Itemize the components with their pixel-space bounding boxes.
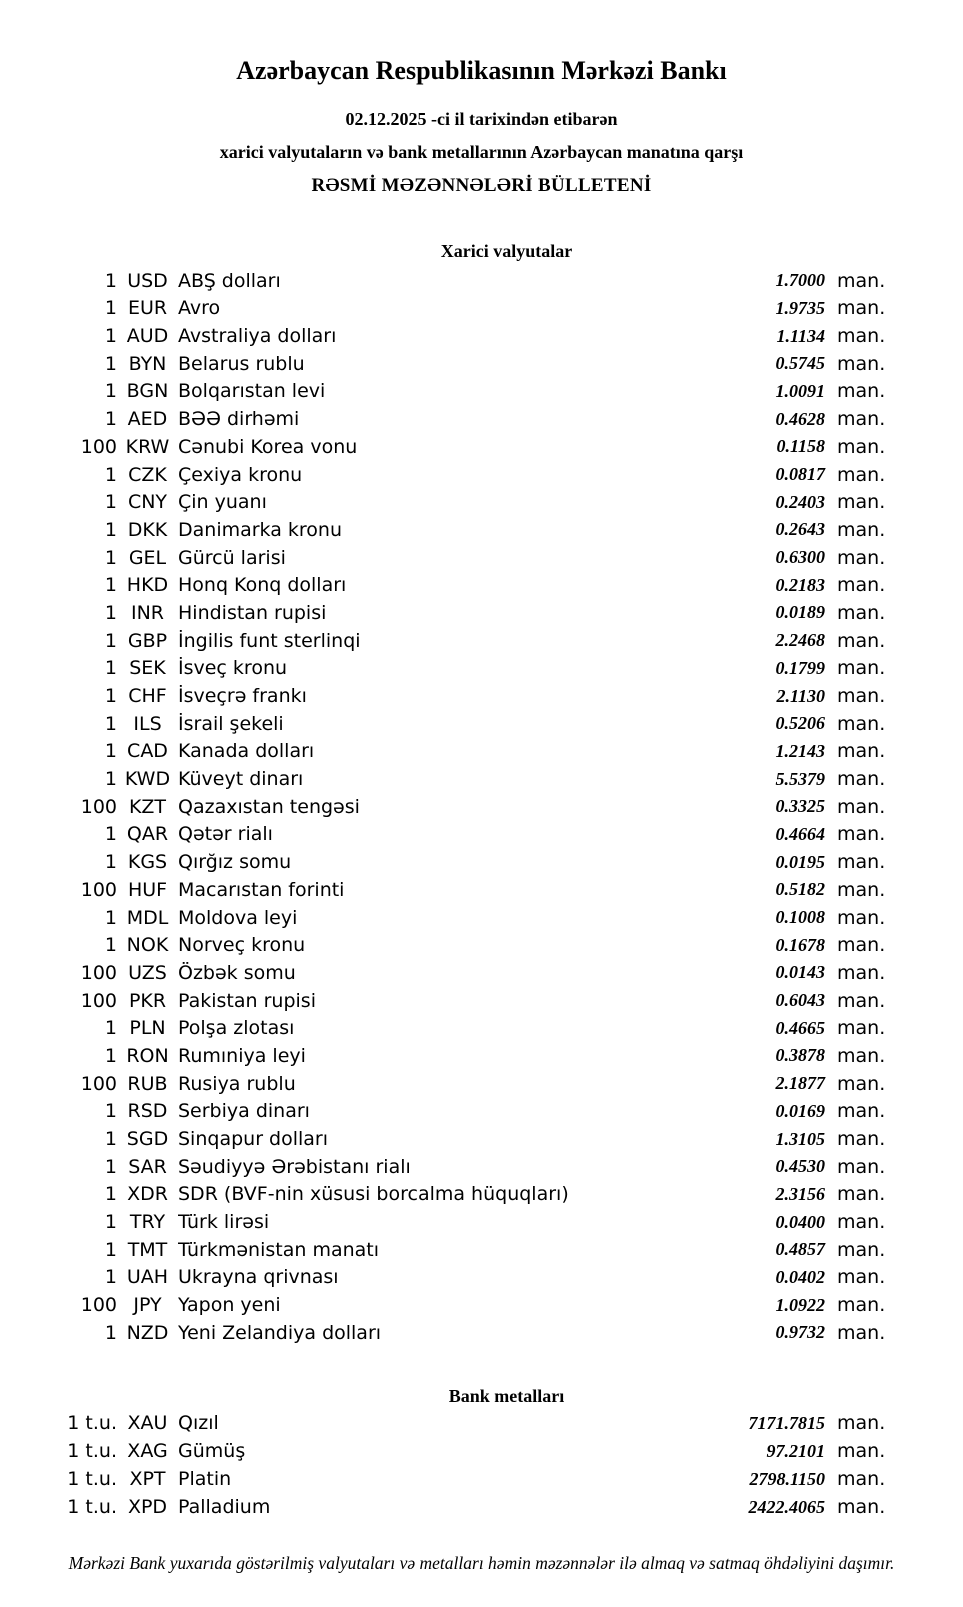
rate-row: [0, 904, 963, 932]
manat-unit-label: man.: [837, 408, 886, 431]
quantity-value: 1: [104, 1017, 117, 1040]
manat-unit-label: man.: [837, 1238, 886, 1261]
currency-name: Ukrayna qrivnası: [178, 1266, 339, 1289]
currency-name: SDR (BVF-nin xüsusi borcalma hüquqları): [178, 1183, 569, 1206]
currency-name: Avstraliya dolları: [178, 325, 337, 348]
quantity-value: 1: [104, 574, 117, 597]
rate-value: 1.3105: [775, 1128, 825, 1149]
rate-row: [0, 627, 963, 655]
currency-name: Çin yuanı: [178, 491, 267, 514]
currency-code: DKK: [127, 518, 168, 541]
currency-rows: [0, 267, 963, 1347]
rate-value: 0.5745: [775, 353, 825, 374]
manat-unit-label: man.: [837, 435, 886, 458]
document-header: [0, 0, 963, 197]
manat-unit-label: man.: [837, 297, 886, 320]
effective-date-line: 02.12.2025 -ci il tarixindən etibarən: [345, 108, 618, 129]
currency-code: GBP: [127, 629, 168, 652]
rate-value: 1.2143: [775, 740, 825, 761]
rate-row: [0, 405, 963, 433]
currency-code: KGS: [127, 851, 168, 874]
currency-code: RSD: [127, 1100, 168, 1123]
bank-metals-section-title: Bank metalları: [448, 1385, 565, 1406]
rate-value: 2.3156: [775, 1183, 825, 1204]
currency-code: XAG: [127, 1440, 168, 1463]
quantity-value: 100: [80, 878, 117, 901]
quantity-value: 1 t.u.: [67, 1440, 117, 1463]
currency-code: XDR: [127, 1183, 168, 1206]
rate-row: [0, 1291, 963, 1319]
manat-unit-label: man.: [837, 657, 886, 680]
quantity-value: 1: [104, 768, 117, 791]
currency-code: NOK: [126, 934, 169, 957]
currency-name: Bolqarıstan levi: [178, 380, 326, 403]
manat-unit-label: man.: [837, 518, 886, 541]
rate-row: [0, 350, 963, 378]
rate-value: 0.1678: [775, 934, 825, 955]
manat-unit-label: man.: [837, 269, 886, 292]
rate-value: 0.3325: [775, 796, 825, 817]
quantity-value: 1: [104, 325, 117, 348]
rate-value: 0.0400: [775, 1211, 825, 1232]
currency-code: AUD: [126, 325, 169, 348]
quantity-value: 1: [104, 297, 117, 320]
manat-unit-label: man.: [837, 851, 886, 874]
quantity-value: 1: [104, 491, 117, 514]
bulletin-subtitle: xarici valyutaların və bank metallarının Azərbaycan manatına qarşı: [219, 142, 744, 163]
currency-code: XPD: [127, 1496, 168, 1519]
currency-code: KWD: [124, 768, 171, 791]
manat-unit-label: man.: [837, 1294, 886, 1317]
quantity-value: 1: [104, 518, 117, 541]
currency-name: Hindistan rupisi: [178, 601, 327, 624]
quantity-value: 1: [104, 380, 117, 403]
foreign-currencies-section-title: Xarici valyutalar: [440, 241, 573, 262]
quantity-value: 1: [104, 1211, 117, 1234]
rate-row: [0, 959, 963, 987]
currency-code: RON: [126, 1044, 169, 1067]
manat-unit-label: man.: [837, 325, 886, 348]
currency-name: İsrail şekeli: [178, 712, 284, 735]
quantity-value: 1: [104, 1321, 117, 1344]
currency-code: PLN: [129, 1017, 166, 1040]
manat-unit-label: man.: [837, 1183, 886, 1206]
currency-name: Çexiya kronu: [178, 463, 303, 486]
currency-name: Sinqapur dolları: [178, 1128, 329, 1151]
currency-code: JPY: [133, 1294, 162, 1317]
quantity-value: 100: [80, 989, 117, 1012]
currency-name: Səudiyyə Ərəbistanı rialı: [178, 1155, 411, 1178]
quantity-value: 1: [104, 851, 117, 874]
manat-unit-label: man.: [837, 574, 886, 597]
currency-code: RUB: [127, 1072, 168, 1095]
rate-row: [0, 1493, 963, 1521]
currency-code: KRW: [125, 435, 170, 458]
rate-row: [0, 1409, 963, 1437]
rate-row: [0, 433, 963, 461]
currency-name: Gümüş: [178, 1440, 246, 1463]
currency-code: KZT: [128, 795, 167, 818]
currency-name: Gürcü larisi: [178, 546, 286, 569]
rate-row: [0, 1042, 963, 1070]
rate-value: 7171.7815: [748, 1412, 825, 1433]
rate-row: [0, 1208, 963, 1236]
manat-unit-label: man.: [837, 1412, 886, 1435]
manat-unit-label: man.: [837, 1044, 886, 1067]
rate-row: [0, 987, 963, 1015]
rate-value: 0.9732: [775, 1322, 825, 1343]
quantity-value: 1: [104, 823, 117, 846]
currency-code: HUF: [127, 878, 168, 901]
currency-code: GEL: [128, 546, 167, 569]
currency-name: Polşa zlotası: [178, 1017, 295, 1040]
currency-name: Macarıstan forinti: [178, 878, 345, 901]
quantity-value: 1 t.u.: [67, 1412, 117, 1435]
manat-unit-label: man.: [837, 878, 886, 901]
rate-value: 0.0195: [775, 851, 825, 872]
rate-row: [0, 1465, 963, 1493]
manat-unit-label: man.: [837, 1100, 886, 1123]
currency-name: İsveçrə frankı: [178, 685, 307, 708]
rate-value: 2422.4065: [748, 1496, 825, 1517]
quantity-value: 1: [104, 1044, 117, 1067]
currency-code: CNY: [127, 491, 168, 514]
manat-unit-label: man.: [837, 491, 886, 514]
manat-unit-label: man.: [837, 768, 886, 791]
currency-code: USD: [127, 269, 168, 292]
rate-value: 97.2101: [766, 1440, 825, 1461]
currency-code: UZS: [128, 961, 167, 984]
currency-name: İsveç kronu: [178, 657, 288, 680]
metal-rows: [0, 1409, 963, 1521]
rate-value: 2.1877: [775, 1073, 825, 1094]
currency-name: Danimarka kronu: [178, 518, 343, 541]
rate-row: [0, 1236, 963, 1264]
manat-unit-label: man.: [837, 1211, 886, 1234]
manat-unit-label: man.: [837, 1468, 886, 1491]
quantity-value: 100: [80, 435, 117, 458]
manat-unit-label: man.: [837, 1072, 886, 1095]
quantity-value: 1: [104, 1128, 117, 1151]
rate-row: [0, 848, 963, 876]
currency-name: Türkmənistan manatı: [178, 1238, 380, 1261]
quantity-value: 1: [104, 685, 117, 708]
currency-code: XPT: [129, 1468, 166, 1491]
quantity-value: 100: [80, 961, 117, 984]
quantity-value: 1: [104, 1183, 117, 1206]
currency-code: SGD: [126, 1128, 169, 1151]
manat-unit-label: man.: [837, 712, 886, 735]
rate-row: [0, 1098, 963, 1126]
currency-code: UAH: [126, 1266, 169, 1289]
currency-code: MDL: [126, 906, 169, 929]
rate-value: 0.0402: [775, 1266, 825, 1287]
rate-value: 0.0189: [775, 602, 825, 623]
rate-value: 0.2643: [775, 519, 825, 540]
currency-code: INR: [130, 601, 165, 624]
currency-name: Belarus rublu: [178, 352, 305, 375]
currency-name: Kanada dolları: [178, 740, 315, 763]
quantity-value: 1: [104, 601, 117, 624]
rate-row: [0, 710, 963, 738]
currency-name: Serbiya dinarı: [178, 1100, 310, 1123]
rate-row: [0, 571, 963, 599]
currency-name: Qazaxıstan tengəsi: [178, 795, 360, 818]
rate-value: 0.0169: [775, 1100, 825, 1121]
rate-value: 1.0091: [775, 380, 825, 401]
rate-value: 0.4857: [775, 1239, 825, 1260]
rate-value: 0.3878: [775, 1045, 825, 1066]
currency-code: CZK: [128, 463, 167, 486]
rate-value: 1.9735: [775, 297, 825, 318]
currency-name: Moldova leyi: [178, 906, 298, 929]
currency-name: Cənubi Korea vonu: [178, 435, 358, 458]
rate-value: 0.1799: [775, 657, 825, 678]
rate-row: [0, 378, 963, 406]
rate-row: [0, 1264, 963, 1292]
currency-name: ABŞ dolları: [178, 269, 281, 292]
rate-row: [0, 1153, 963, 1181]
currency-code: TRY: [129, 1211, 166, 1234]
rate-row: [0, 765, 963, 793]
rate-row: [0, 821, 963, 849]
rate-value: 0.4664: [775, 823, 825, 844]
rate-value: 0.1158: [776, 436, 825, 457]
rate-value: 0.6043: [775, 990, 825, 1011]
rate-value: 2798.1150: [749, 1468, 825, 1489]
rate-value: 1.7000: [775, 270, 825, 291]
manat-unit-label: man.: [837, 1155, 886, 1178]
currency-code: CAD: [127, 740, 168, 763]
rate-row: [0, 682, 963, 710]
quantity-value: 1: [104, 934, 117, 957]
rate-value: 0.4628: [775, 408, 825, 429]
rate-row: [0, 1070, 963, 1098]
rate-row: [0, 655, 963, 683]
quantity-value: 1: [104, 629, 117, 652]
rate-row: [0, 793, 963, 821]
rate-row: [0, 267, 963, 295]
quantity-value: 1: [104, 463, 117, 486]
manat-unit-label: man.: [837, 352, 886, 375]
rate-value: 0.6300: [775, 547, 825, 568]
currency-code: HKD: [126, 574, 169, 597]
rate-value: 0.4665: [775, 1017, 825, 1038]
rate-row: [0, 544, 963, 572]
currency-name: Qırğız somu: [178, 851, 292, 874]
quantity-value: 1 t.u.: [67, 1468, 117, 1491]
manat-unit-label: man.: [837, 380, 886, 403]
manat-unit-label: man.: [837, 740, 886, 763]
rate-row: [0, 488, 963, 516]
manat-unit-label: man.: [837, 1266, 886, 1289]
currency-name: Palladium: [178, 1496, 271, 1519]
currency-name: Platin: [178, 1468, 232, 1491]
currency-code: BGN: [126, 380, 169, 403]
rate-row: [0, 516, 963, 544]
currency-code: CHF: [128, 685, 167, 708]
rate-value: 0.1008: [775, 907, 825, 928]
manat-unit-label: man.: [837, 1017, 886, 1040]
rate-row: [0, 461, 963, 489]
rate-value: 0.0817: [775, 464, 825, 485]
rate-row: [0, 599, 963, 627]
quantity-value: 1: [104, 657, 117, 680]
currency-code: PKR: [128, 989, 167, 1012]
currency-name: Rumıniya leyi: [178, 1044, 306, 1067]
quantity-value: 1 t.u.: [67, 1496, 117, 1519]
currency-name: Özbək somu: [178, 961, 296, 984]
rate-value: 0.2183: [775, 574, 825, 595]
manat-unit-label: man.: [837, 1128, 886, 1151]
rate-row: [0, 295, 963, 323]
quantity-value: 100: [80, 795, 117, 818]
manat-unit-label: man.: [837, 906, 886, 929]
currency-name: Norveç kronu: [178, 934, 306, 957]
quantity-value: 1: [104, 712, 117, 735]
rate-row: [0, 1181, 963, 1209]
rate-row: [0, 1437, 963, 1465]
currency-name: Qətər rialı: [178, 823, 273, 846]
rate-row: [0, 1125, 963, 1153]
rate-value: 0.2403: [775, 491, 825, 512]
quantity-value: 1: [104, 740, 117, 763]
quantity-value: 1: [104, 1100, 117, 1123]
currency-code: XAU: [127, 1412, 168, 1435]
manat-unit-label: man.: [837, 795, 886, 818]
quantity-value: 1: [104, 408, 117, 431]
manat-unit-label: man.: [837, 629, 886, 652]
rate-value: 2.2468: [775, 630, 825, 651]
currency-name: İngilis funt sterlinqi: [178, 629, 361, 652]
manat-unit-label: man.: [837, 1440, 886, 1463]
rate-row: [0, 876, 963, 904]
manat-unit-label: man.: [837, 463, 886, 486]
quantity-value: 1: [104, 352, 117, 375]
quantity-value: 100: [80, 1072, 117, 1095]
currency-code: ILS: [133, 712, 162, 735]
disclaimer-text: Mərkəzi Bank yuxarıda göstərilmiş valyutaları və metalları həmin məzənnələr ilə almaq və satmaq öhdəliyini daşımır.: [68, 1553, 895, 1574]
manat-unit-label: man.: [837, 601, 886, 624]
quantity-value: 1: [104, 906, 117, 929]
currency-name: Avro: [178, 297, 221, 320]
currency-code: SEK: [129, 657, 166, 680]
manat-unit-label: man.: [837, 1321, 886, 1344]
currency-code: SAR: [128, 1155, 167, 1178]
quantity-value: 1: [104, 269, 117, 292]
currency-name: Honq Konq dolları: [178, 574, 347, 597]
manat-unit-label: man.: [837, 934, 886, 957]
manat-unit-label: man.: [837, 989, 886, 1012]
currency-name: BƏƏ dirhəmi: [178, 408, 300, 431]
rate-value: 0.0143: [775, 962, 825, 983]
bulletin-title: RƏSMİ MƏZƏNNƏLƏRİ BÜLLETENİ: [311, 175, 652, 197]
currency-name: Rusiya rublu: [178, 1072, 296, 1095]
rate-row: [0, 738, 963, 766]
quantity-value: 1: [104, 546, 117, 569]
rate-value: 1.0922: [775, 1294, 825, 1315]
currency-code: NZD: [126, 1321, 169, 1344]
quantity-value: 100: [80, 1294, 117, 1317]
manat-unit-label: man.: [837, 823, 886, 846]
rate-value: 0.5182: [775, 879, 825, 900]
currency-code: BYN: [128, 352, 167, 375]
rate-row: [0, 931, 963, 959]
rate-value: 2.1130: [776, 685, 825, 706]
currency-name: Pakistan rupisi: [178, 989, 316, 1012]
quantity-value: 1: [104, 1238, 117, 1261]
rate-row: [0, 1014, 963, 1042]
manat-unit-label: man.: [837, 1496, 886, 1519]
currency-name: Küveyt dinarı: [178, 768, 304, 791]
currency-name: Türk lirəsi: [178, 1211, 270, 1234]
quantity-value: 1: [104, 1155, 117, 1178]
currency-code: QAR: [126, 823, 169, 846]
rate-row: [0, 322, 963, 350]
currency-code: TMT: [127, 1238, 168, 1261]
currency-name: Yeni Zelandiya dolları: [178, 1321, 382, 1344]
manat-unit-label: man.: [837, 685, 886, 708]
currency-name: Qızıl: [178, 1412, 219, 1435]
currency-code: EUR: [127, 297, 168, 320]
rate-value: 1.1134: [776, 325, 825, 346]
manat-unit-label: man.: [837, 546, 886, 569]
rate-row: [0, 1319, 963, 1347]
manat-unit-label: man.: [837, 961, 886, 984]
rate-value: 0.5206: [775, 713, 825, 734]
currency-name: Yapon yeni: [178, 1294, 281, 1317]
currency-code: AED: [127, 408, 168, 431]
quantity-value: 1: [104, 1266, 117, 1289]
rate-value: 5.5379: [775, 768, 825, 789]
rate-value: 0.4530: [775, 1156, 825, 1177]
bank-name-title: Azərbaycan Respublikasının Mərkəzi Bankı: [236, 56, 727, 85]
